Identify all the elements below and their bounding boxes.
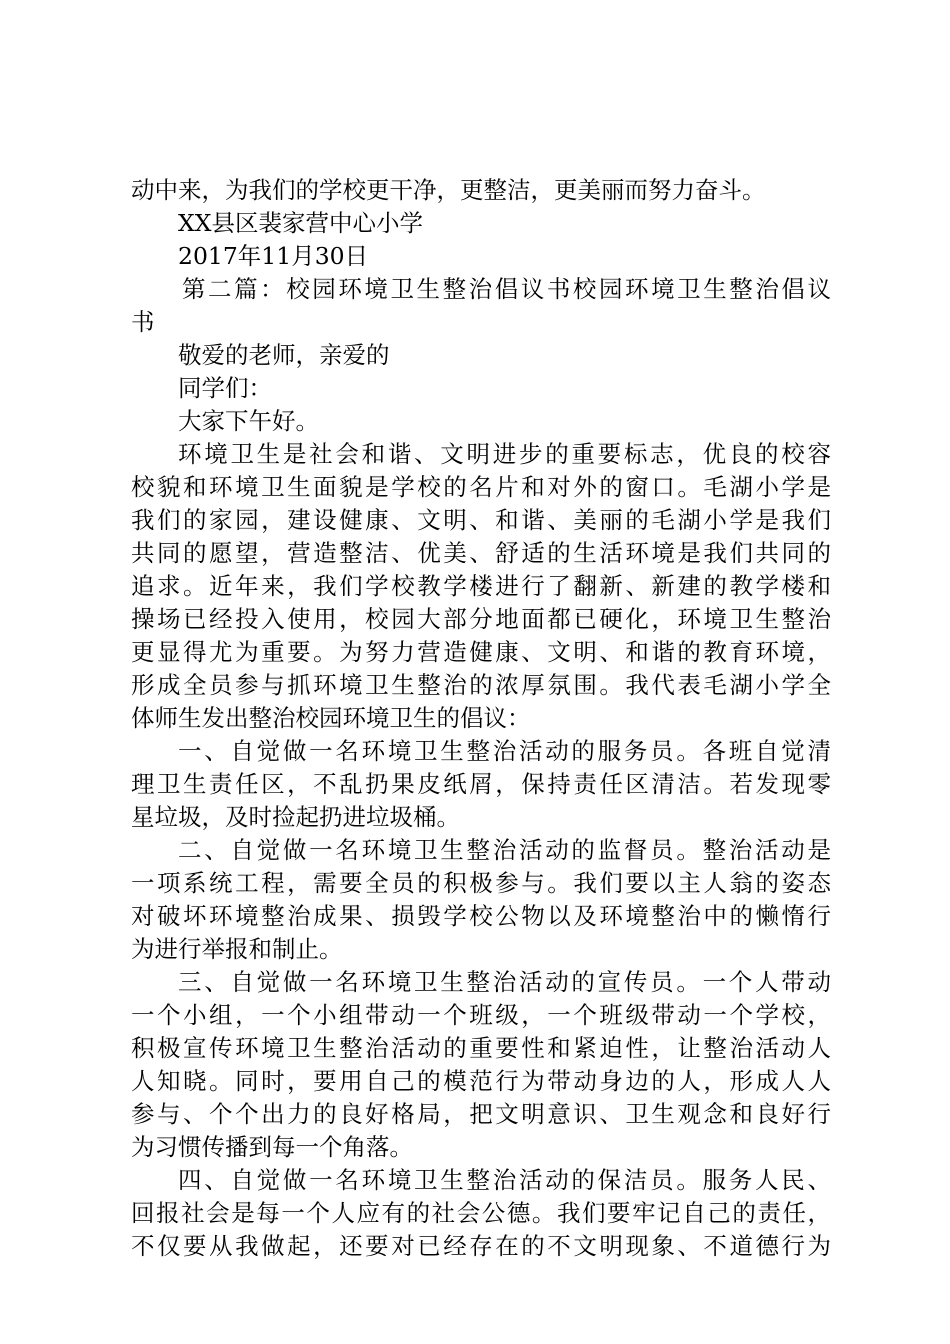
paragraph-line: 共同的愿望，营造整洁、优美、舒适的生活环境是我们共同的 <box>131 539 831 567</box>
paragraph-line: 一、自觉做一名环境卫生整治活动的服务员。各班自觉清 <box>178 737 831 765</box>
paragraph-line: 体师生发出整治校园环境卫生的倡议： <box>131 704 531 732</box>
paragraph-line: 积极宣传环境卫生整治活动的重要性和紧迫性，让整治活动人 <box>131 1034 831 1062</box>
paragraph-line: 理卫生责任区，不乱扔果皮纸屑，保持责任区清洁。若发现零 <box>131 770 831 798</box>
paragraph-line: 追求。近年来，我们学校教学楼进行了翻新、新建的教学楼和 <box>131 572 831 600</box>
paragraph-line: 我们的家园，建设健康、文明、和谐、美丽的毛湖小学是我们 <box>131 506 831 534</box>
paragraph-line: 为习惯传播到每一个角落。 <box>131 1133 413 1161</box>
greeting-line: 大家下午好。 <box>178 407 319 435</box>
paragraph-line: 一项系统工程，需要全员的积极参与。我们要以主人翁的姿态 <box>131 869 831 897</box>
section-heading: 第二篇：校园环境卫生整治倡议书校园环境卫生整治倡议 <box>182 275 831 303</box>
paragraph-line: 对破坏环境整治成果、损毁学校公物以及环境整治中的懒惰行 <box>131 902 831 930</box>
paragraph-line: 回报社会是每一个人应有的社会公德。我们要牢记自己的责任， <box>131 1199 831 1227</box>
paragraph-line: 星垃圾，及时捡起扔进垃圾桶。 <box>131 803 460 831</box>
paragraph-line: 四、自觉做一名环境卫生整治活动的保洁员。服务人民、 <box>178 1166 831 1194</box>
section-heading-continued: 书 <box>131 308 155 336</box>
paragraph-line: 人知晓。同时，要用自己的模范行为带动身边的人，形成人人 <box>131 1067 831 1095</box>
paragraph-line: 二、自觉做一名环境卫生整治活动的监督员。整治活动是 <box>178 836 831 864</box>
paragraph-line: 环境卫生是社会和谐、文明进步的重要标志，优良的校容 <box>178 440 831 468</box>
paragraph-line: 不仅要从我做起，还要对已经存在的不文明现象、不道德行为 <box>131 1232 831 1260</box>
paragraph-line: 参与、个个出力的良好格局，把文明意识、卫生观念和良好行 <box>131 1100 831 1128</box>
paragraph-line: 一个小组，一个小组带动一个班级，一个班级带动一个学校， <box>131 1001 831 1029</box>
salutation-line: 同学们： <box>178 374 272 402</box>
document-body <box>131 174 831 1263</box>
paragraph-line: 为进行举报和制止。 <box>131 935 343 963</box>
school-name-line: XX县区裴家营中心小学 <box>178 209 423 237</box>
paragraph-line: 形成全员参与抓环境卫生整治的浓厚氛围。我代表毛湖小学全 <box>131 671 831 699</box>
date-line: 2017年11月30日 <box>178 242 369 270</box>
paragraph-line: 操场已经投入使用，校园大部分地面都已硬化，环境卫生整治 <box>131 605 831 633</box>
paragraph-line: 三、自觉做一名环境卫生整治活动的宣传员。一个人带动 <box>178 968 831 996</box>
paragraph-line: 更显得尤为重要。为努力营造健康、文明、和谐的教育环境， <box>131 638 831 666</box>
text-line: 动中来，为我们的学校更干净，更整洁，更美丽而努力奋斗。 <box>131 176 766 204</box>
salutation-line: 敬爱的老师，亲爱的 <box>178 341 390 369</box>
paragraph-line: 校貌和环境卫生面貌是学校的名片和对外的窗口。毛湖小学是 <box>131 473 831 501</box>
